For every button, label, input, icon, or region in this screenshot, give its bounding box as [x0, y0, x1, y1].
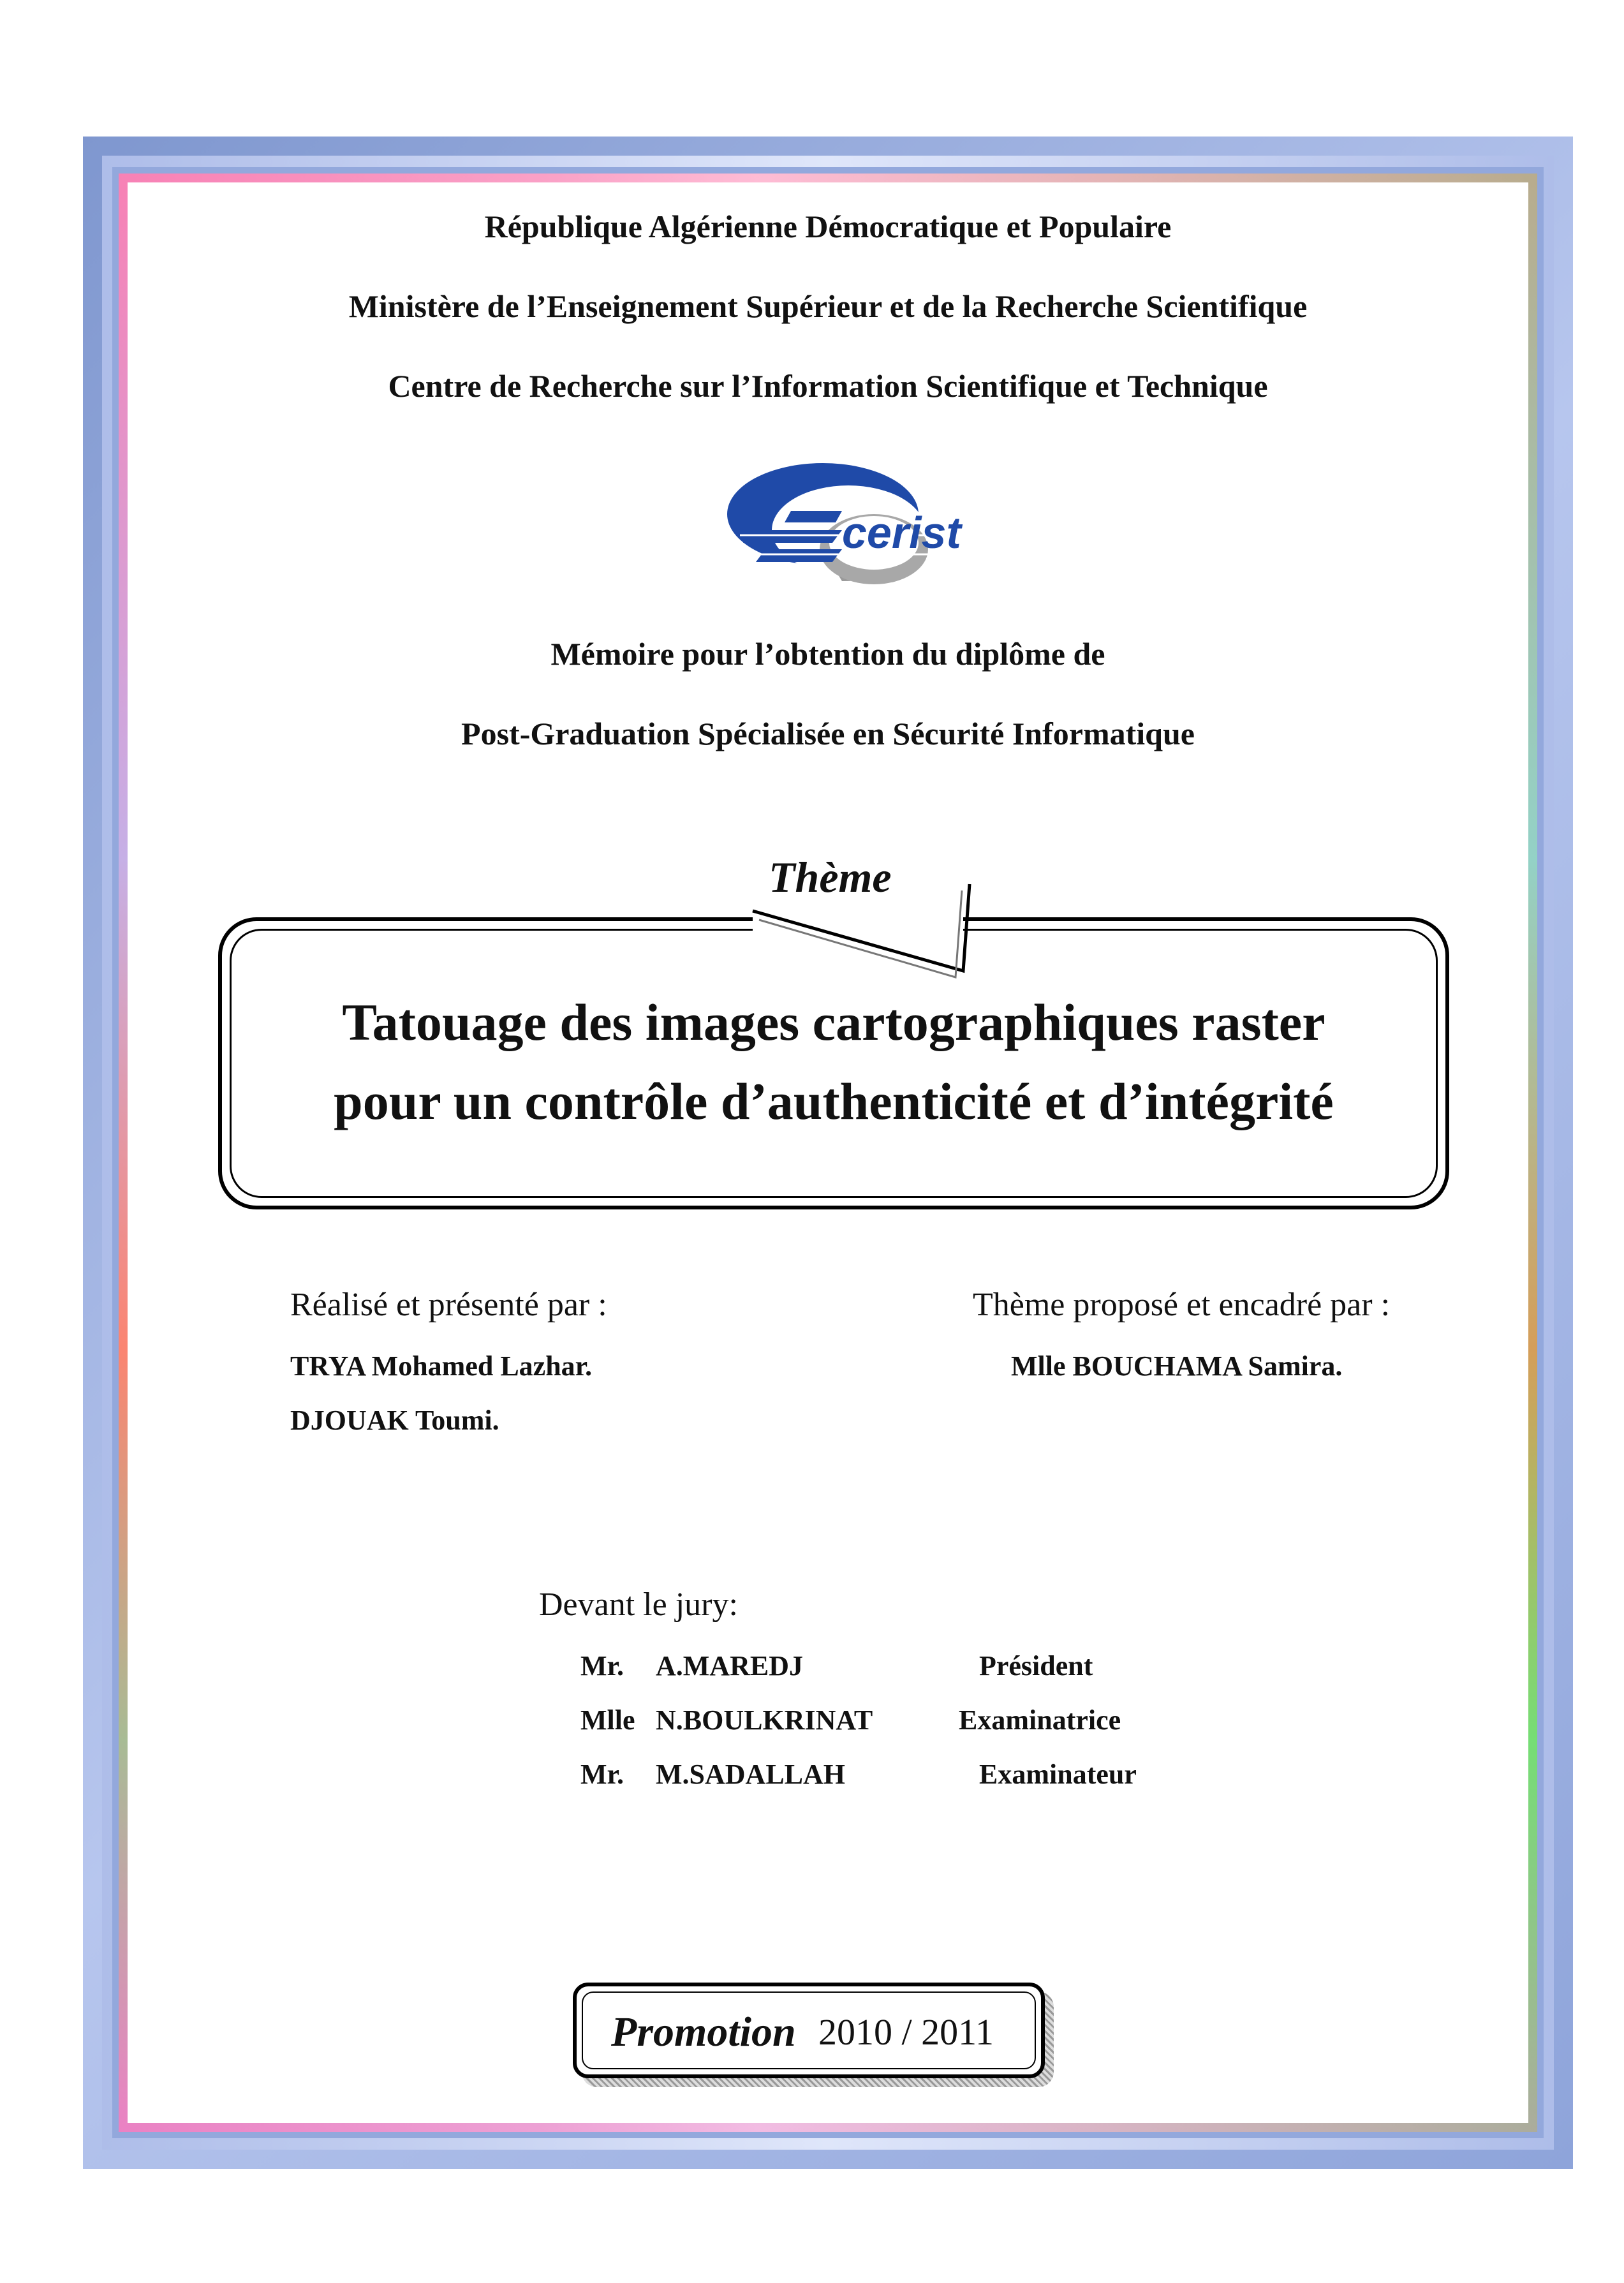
ministry-heading: Ministère de l’Enseignement Supérieur et de la Recherche Scientifique	[348, 288, 1308, 324]
author-name: DJOUAK Toumi.	[290, 1405, 499, 1436]
cover-page	[128, 182, 1528, 2123]
jury-member-name: M.SADALLAH	[656, 1759, 846, 1790]
thesis-title-line-2: pour un contrôle d’authenticité et d’intégrité	[334, 1072, 1334, 1130]
jury-member-name: N.BOULKRINAT	[656, 1704, 873, 1736]
theme-tab-gap	[753, 903, 963, 935]
jury-member-title: Mlle	[580, 1704, 635, 1736]
jury-member-role: Président	[979, 1650, 1093, 1681]
jury-heading: Devant le jury:	[539, 1586, 738, 1623]
promotion-label: Promotion	[611, 2009, 796, 2055]
jury-member-name: A.MAREDJ	[656, 1650, 803, 1681]
thesis-title	[218, 983, 1449, 1141]
logo-text: cerist	[842, 508, 961, 558]
supervisor-name: Mlle BOUCHAMA Samira.	[1011, 1350, 1343, 1382]
supervisor-heading: Thème proposé et encadré par :	[973, 1287, 1391, 1323]
cerist-logo-icon	[714, 454, 1033, 600]
jury-member-title: Mr.	[580, 1759, 624, 1790]
theme-label: Thème	[769, 853, 892, 901]
thesis-title-line-1: Tatouage des images cartographiques raster	[342, 993, 1325, 1051]
jury-member-role: Examinatrice	[959, 1704, 1121, 1736]
authors-heading: Réalisé et présenté par :	[290, 1287, 607, 1323]
author-name: TRYA Mohamed Lazhar.	[290, 1350, 593, 1382]
republic-heading: République Algérienne Démocratique et Populaire	[484, 209, 1172, 244]
promotion-years: 2010 / 2011	[818, 2011, 994, 2053]
jury-member-role: Examinateur	[979, 1759, 1137, 1790]
jury-member-title: Mr.	[580, 1650, 624, 1681]
memoire-line-1: Mémoire pour l’obtention du diplôme de	[550, 636, 1105, 672]
memoire-line-2: Post-Graduation Spécialisée en Sécurité Informatique	[461, 716, 1195, 751]
centre-heading: Centre de Recherche sur l’Information Scientifique et Technique	[388, 368, 1268, 404]
